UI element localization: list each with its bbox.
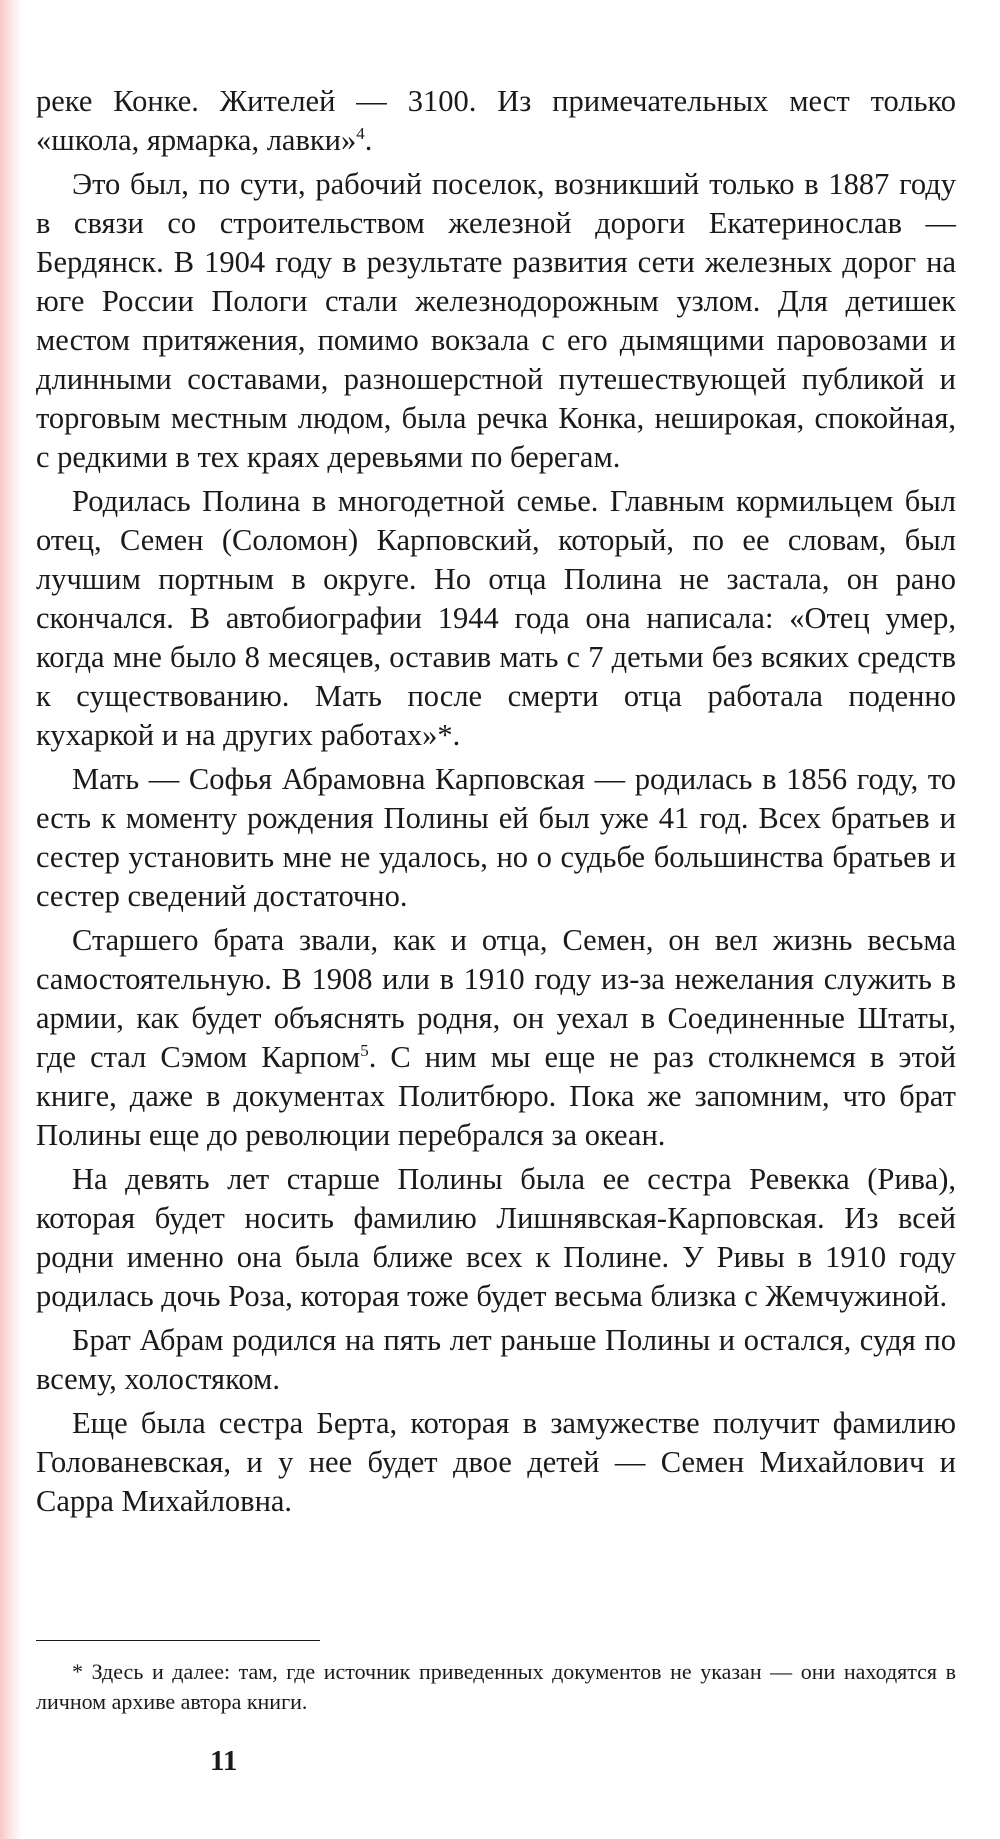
paragraph-7: Брат Абрам родился на пять лет раньше Полины и остался, судя по всему, холостяком.	[36, 1323, 956, 1396]
paragraph-6: На девять лет старше Полины была ее сестра Ревекка (Рива), которая будет носить фамилию Лишнявская-Карповская. Из всей родни именно она была ближе всех к Полине. У Ривы в 1910 году родилась дочь Роза, которая тоже будет весьма близка с Жемчужиной.	[36, 1162, 956, 1313]
paragraph-3: Родилась Полина в многодетной семье. Главным кормильцем был отец, Семен (Соломон) Карповский, который, по ее словам, был лучшим портным в округе. Но отца Полина не застала, он рано скончался. В автобиографии 1944 года она написала: «Отец умер, когда мне было 8 месяцев, оставив мать с 7 детьми без всяких средств к существованию. Мать после смерти отца работала поденно кухаркой и на других работах»*.	[36, 484, 956, 752]
paragraph-2: Это был, по сути, рабочий поселок, возникший только в 1887 году в связи со строительством железной дороги Екатеринослав — Бердянск. В 1904 году в результате развития сети железных дорог на юге России Пологи стали железнодорожным узлом. Для детишек местом притяжения, помимо вокзала с его дымящими паровозами и длинными составами, разношерстной путешествующей публикой и торговым местным людом, была речка Конка, неширокая, спокойная, с редкими в тех краях деревьями по берегам.	[36, 167, 956, 474]
footnote: * Здесь и далее: там, где источник приведенных документов не указан — они находятся в личном архиве автора книги.	[36, 1659, 956, 1714]
paragraph-4: Мать — Софья Абрамовна Карповская — родилась в 1856 году, то есть к моменту рождения Полины ей был уже 41 год. Всех братьев и сестер установить мне не удалось, но о судьбе большинства братьев и сестер сведений достаточно.	[36, 762, 956, 913]
note-ref-5: 5	[360, 1040, 369, 1060]
note-ref-4: 4	[356, 123, 365, 143]
page-number: 11	[210, 1745, 238, 1777]
main-text	[36, 82, 956, 1526]
paragraph-1: реке Конке. Жителей — 3100. Из примечательных мест только «школа, ярмарка, лавки»$^4$.	[36, 84, 956, 157]
footnote-divider	[36, 1640, 320, 1641]
page-edge-shadow	[0, 0, 22, 1839]
paragraph-5: Старшего брата звали, как и отца, Семен, он вел жизнь весьма самостоятельную. В 1908 или в 1910 году из-за нежелания служить в армии, как будет объяснять родня, он уехал в Соединенные Штаты, где стал Сэмом Карпом$^5$. С ним мы еще не раз столкнемся в этой книге, даже в документах Политбюро. Пока же запомним, что брат Полины еще до революции перебрался за океан.	[36, 923, 957, 1152]
paragraph-8: Еще была сестра Берта, которая в замужестве получит фамилию Голованевская, и у нее будет двое детей — Семен Михайлович и Сарра Михайловна.	[36, 1406, 956, 1518]
